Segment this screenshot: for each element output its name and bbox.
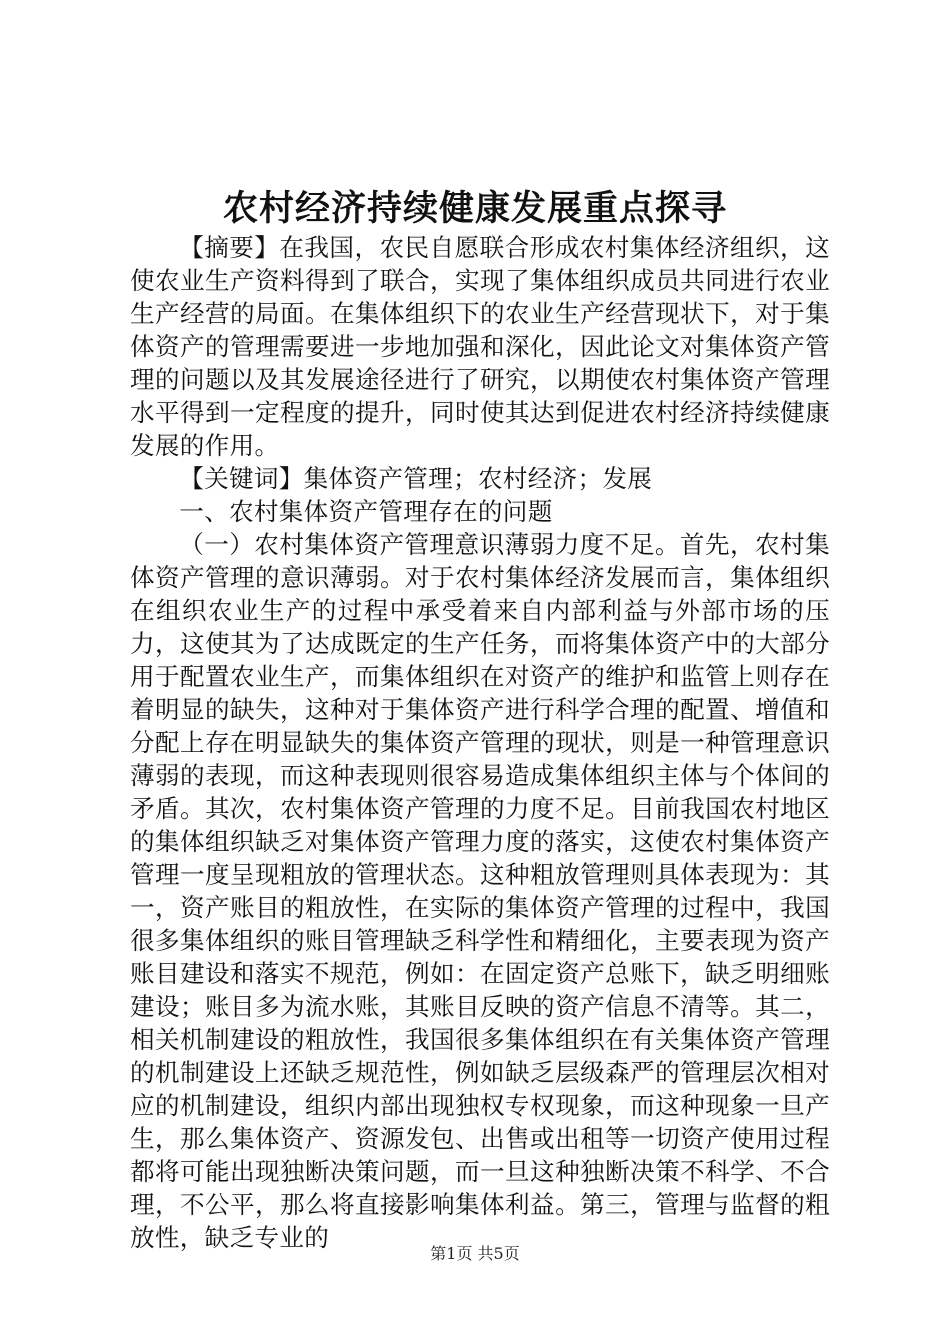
section-heading: 一、农村集体资产管理存在的问题	[179, 497, 553, 526]
body-paragraph: （一）农村集体资产管理意识薄弱力度不足。首先，农村集体资产管理的意识薄弱。对于农村集体经济发展而言，集体组织在组织农业生产的过程中承受着来自内部利益与外部市场的压力，这使其为了达成既定的生产任务，而将集体资产中的大部分用于配置农业生产，而集体组织在对资产的维护和监管上则存在着明显的缺失，这种对于集体资产进行科学合理的配置、增值和分配上存在明显缺失的集体资产管理的现状，则是一种管理意识薄弱的表现，而这种表现则很容易造成集体组织主体与个体间的矛盾。其次，农村集体资产管理的力度不足。目前我国农村地区的集体组织缺乏对集体资产管理力度的落实，这使农村集体资产管理一度呈现粗放的管理状态。这种粗放管理则具体表现为：其一，资产账目的粗放性，在实际的集体资产管理的过程中，我国很多集体组织的账目管理缺乏科学性和精细化，主要表现为资产账目建设和落实不规范，例如：在固定资产总账下，缺乏明细账建设；账目多为流水账，其账目反映的资产信息不清等。其二，相关机制建设的粗放性，我国很多集体组织在有关集体资产管理的机制建设上还缺乏规范性，例如缺乏层级森严的管理层次相对应的机制建设，组织内部出现独权专权现象，而这种现象一旦产生，那么集体资产、资源发包、出售或出租等一切资产使用过程都将可能出现独断决策问题，而一旦这种独断决策不科学、不合理，不公平，那么将直接影响集体利益。第三，管理与监督的粗放性，缺乏专业的	[130, 530, 830, 1252]
page-footer: 第1页 共5页	[430, 1244, 520, 1263]
keywords-paragraph: 【关键词】集体资产管理；农村经济；发展	[179, 464, 653, 493]
document-body	[130, 231, 830, 1254]
document-title: 农村经济持续健康发展重点探寻	[222, 188, 727, 229]
abstract-paragraph: 【摘要】在我国，农民自愿联合形成农村集体经济组织，这使农业生产资料得到了联合，实现了集体组织成员共同进行农业生产经营的局面。在集体组织下的农业生产经营现状下，对于集体资产的管理需要进一步地加强和深化，因此论文对集体资产管理的问题以及其发展途径进行了研究，以期使农村集体资产管理水平得到一定程度的提升，同时使其达到促进农村经济持续健康发展的作用。	[130, 233, 830, 460]
